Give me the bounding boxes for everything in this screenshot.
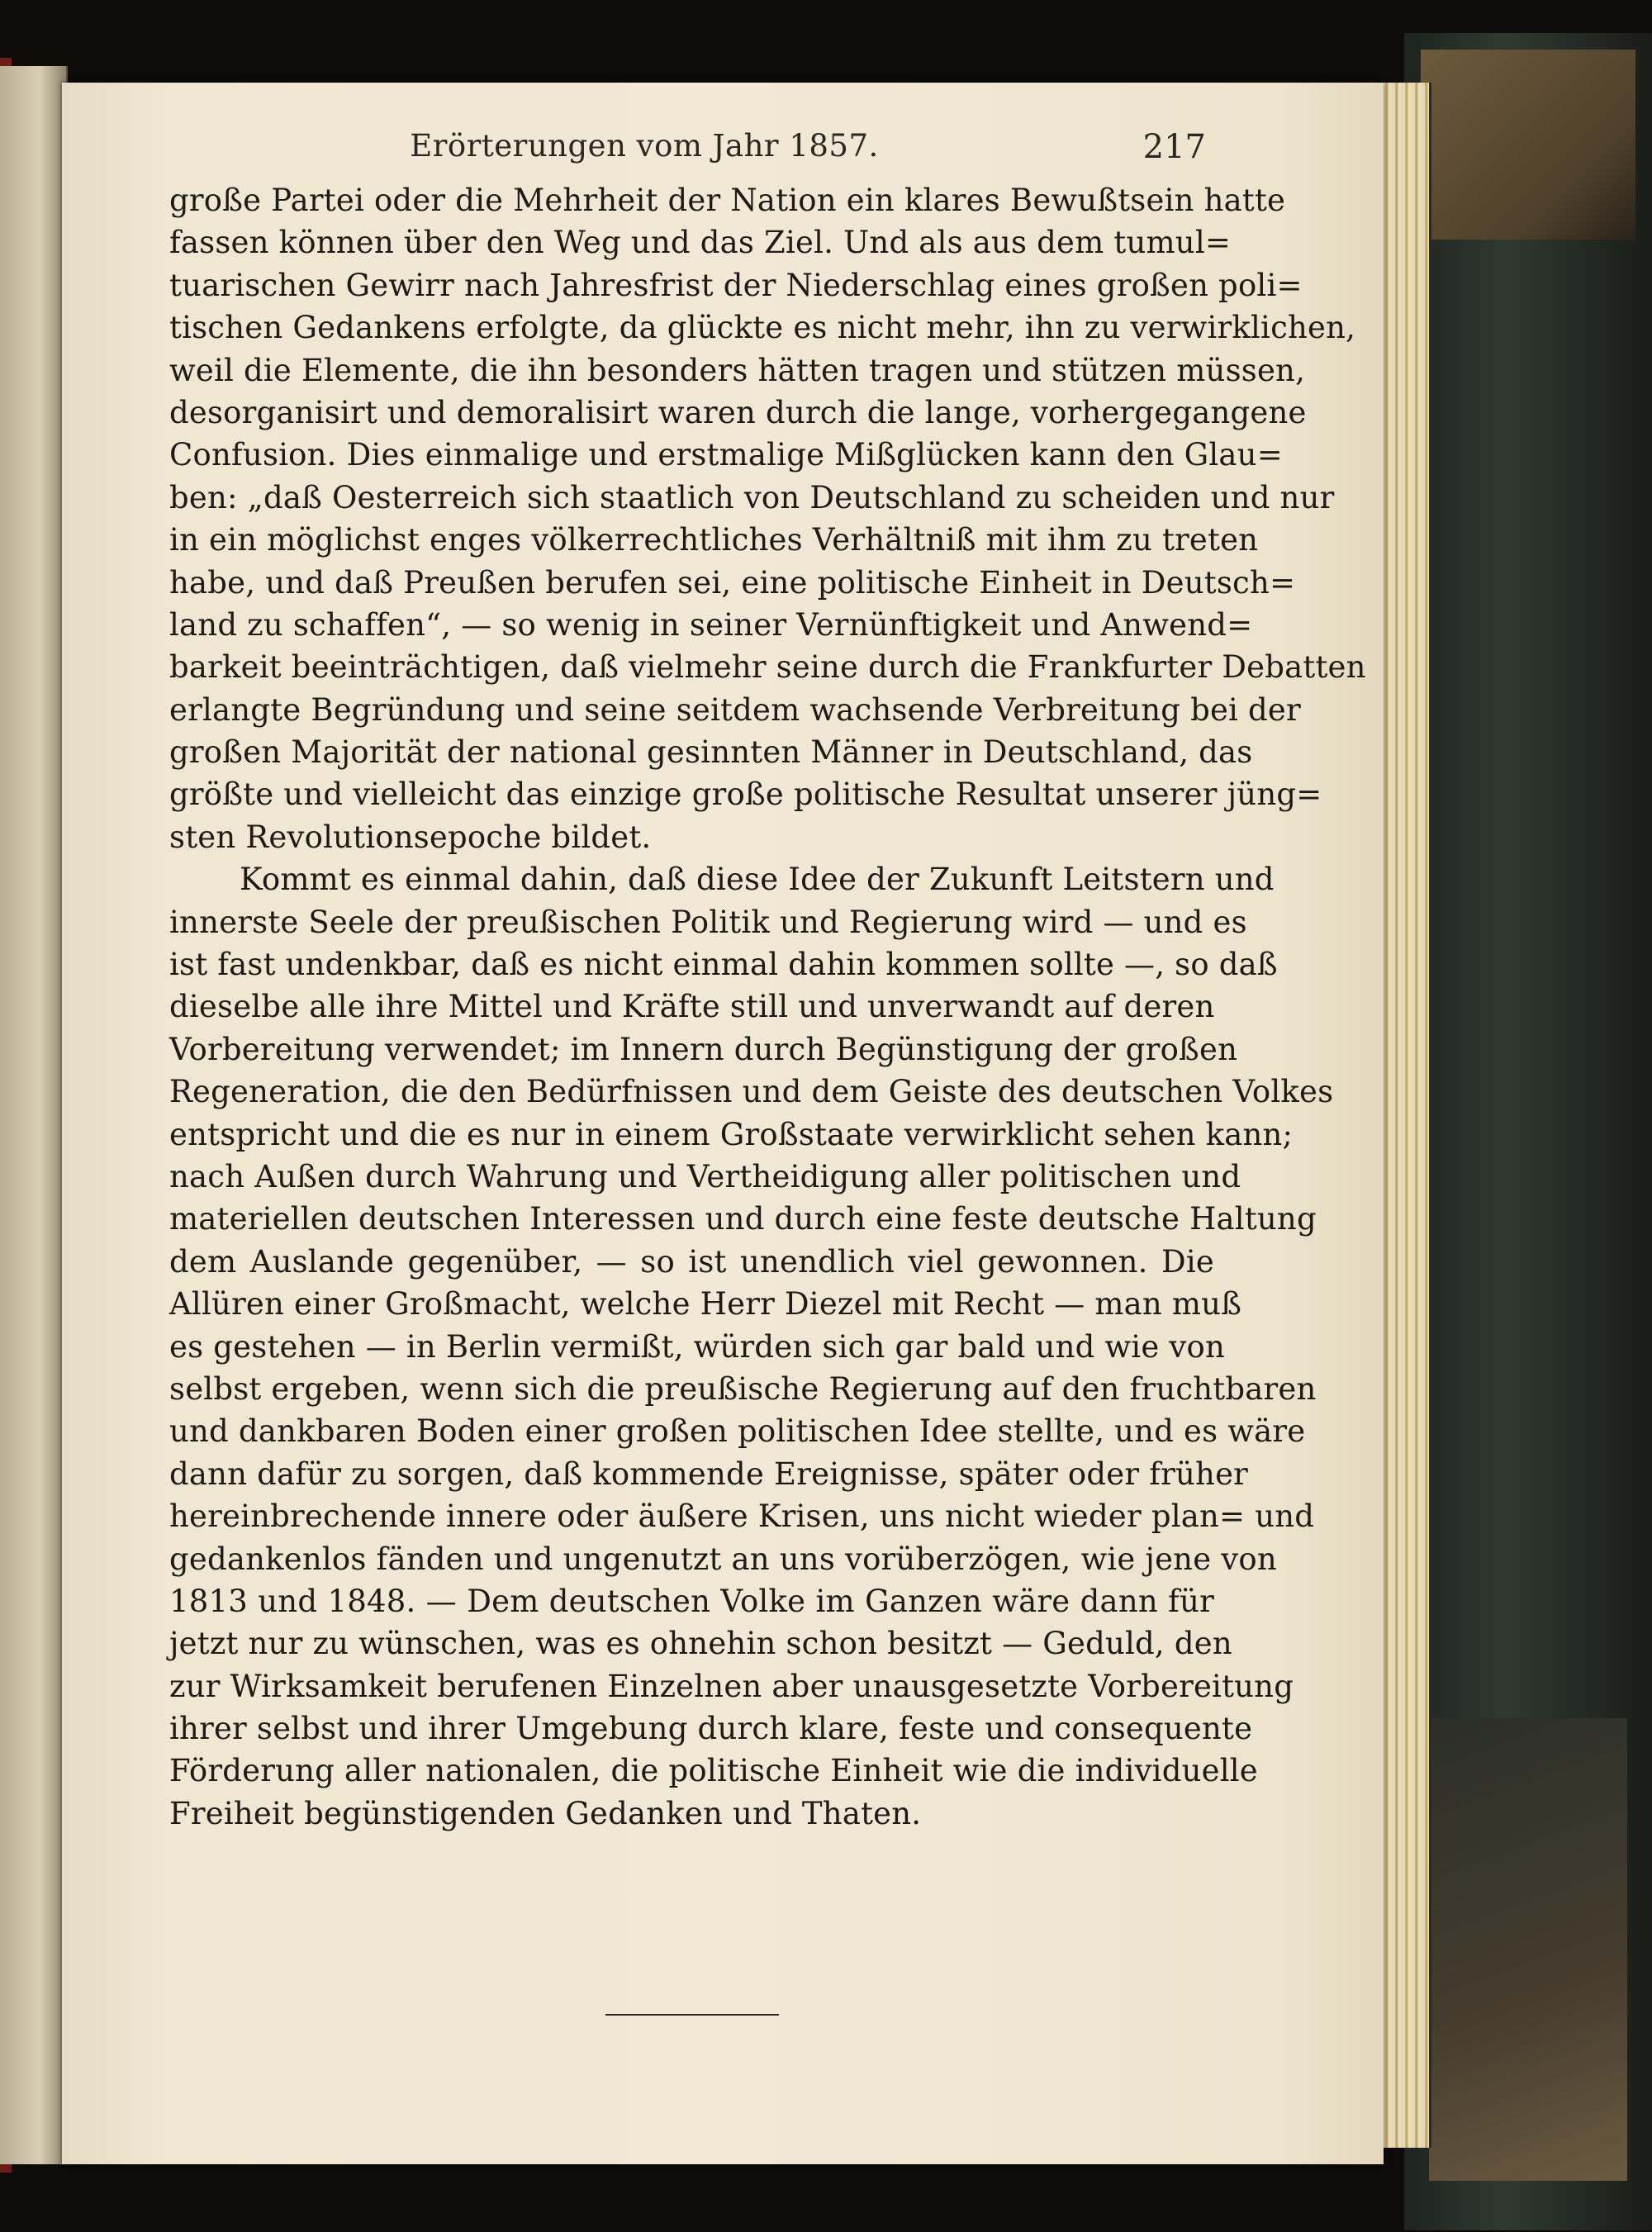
binding-leather-lower	[1429, 1718, 1627, 2181]
text-line: Confusion. Dies einmalige und erstmalige Mißglücken kann den Glau=	[169, 437, 1283, 473]
text-line: Allüren einer Großmacht, welche Herr Diezel mit Recht — man muß	[169, 1286, 1242, 1323]
text-line: es gestehen — in Berlin vermißt, würden sich gar bald und wie von	[169, 1328, 1226, 1365]
page-number: 217	[1142, 128, 1206, 166]
text-line: 1813 und 1848. — Dem deutschen Volke im Ganzen wäre dann für	[169, 1583, 1214, 1619]
text-line: sten Revolutionsepoche bildet.	[169, 819, 652, 855]
text-line: barkeit beeinträchtigen, daß vielmehr seine durch die Frankfurter Debatten	[169, 649, 1366, 686]
text-line: gedankenlos fänden und ungenutzt an uns vorüberzögen, wie jene von	[169, 1541, 1277, 1577]
text-line: Förderung aller nationalen, die politische Einheit wie die individuelle	[169, 1753, 1258, 1789]
text-line: desorganisirt und demoralisirt waren durch die lange, vorhergegangene	[169, 394, 1307, 430]
text-line: fassen können über den Weg und das Ziel. Und als aus dem tumul=	[169, 225, 1232, 261]
binding-leather-corner	[1421, 50, 1635, 240]
text-line: dann dafür zu sorgen, daß kommende Ereignisse, später oder früher	[169, 1456, 1249, 1492]
text-line: habe, und daß Preußen berufen sei, eine politische Einheit in Deutsch=	[169, 564, 1296, 601]
text-line: dieselbe alle ihre Mittel und Kräfte still und unverwandt auf deren	[169, 989, 1215, 1025]
text-line: Kommt es einmal dahin, daß diese Idee der Zukunft Leitstern und	[240, 862, 1275, 898]
body-text	[169, 179, 1366, 1835]
text-line: entspricht und die es nur in einem Großstaate verwirklicht sehen kann;	[169, 1116, 1294, 1152]
text-line: erlangte Begründung und seine seitdem wachsende Verbreitung bei der	[169, 691, 1301, 728]
page-header	[83, 128, 1206, 178]
text-line: hereinbrechende innere oder äußere Krisen, uns nicht wieder plan= und	[169, 1498, 1315, 1535]
text-line: dem Auslande gegenüber, — so ist unendlich viel gewonnen. Die	[169, 1243, 1214, 1280]
text-line: Freiheit begünstigenden Gedanken und Thaten.	[169, 1795, 922, 1831]
text-line: ist fast undenkbar, daß es nicht einmal dahin kommen sollte —, so daß	[169, 947, 1278, 983]
paragraph	[169, 179, 1366, 858]
text-line: großen Majorität der national gesinnten Männer in Deutschland, das	[169, 734, 1253, 771]
text-line: größte und vielleicht das einzige große politische Resultat unserer jüng=	[169, 776, 1322, 813]
end-rule	[605, 2014, 779, 2016]
text-line: materiellen deutschen Interessen und durch eine feste deutsche Haltung	[169, 1201, 1317, 1237]
text-line: jetzt nur zu wünschen, was es ohnehin schon besitzt — Geduld, den	[169, 1626, 1232, 1662]
text-line: land zu schaffen“, — so wenig in seiner Vernünftigkeit und Anwend=	[169, 606, 1253, 643]
text-line: Vorbereitung verwendet; im Innern durch Begünstigung der großen	[169, 1031, 1238, 1067]
text-line: große Partei oder die Mehrheit der Nation ein klares Bewußtsein hatte	[169, 183, 1286, 218]
text-line: und dankbaren Boden einer großen politischen Idee stellte, und es wäre	[169, 1413, 1306, 1450]
left-page-edge	[0, 66, 68, 2164]
text-line: nach Außen durch Wahrung und Vertheidigung aller politischen und	[169, 1158, 1241, 1194]
text-line: zur Wirksamkeit berufenen Einzelnen aber unausgesetzte Vorbereitung	[169, 1668, 1294, 1704]
text-line: tischen Gedankens erfolgte, da glückte es nicht mehr, ihn zu verwirklichen,	[169, 310, 1356, 346]
text-line: tuarischen Gewirr nach Jahresfrist der Niederschlag eines großen poli=	[169, 267, 1303, 303]
text-line: ihrer selbst und ihrer Umgebung durch klare, feste und consequente	[169, 1711, 1253, 1747]
text-line: weil die Elemente, die ihn besonders hätten tragen und stützen müssen,	[169, 352, 1306, 388]
text-line: Regeneration, die den Bedürfnissen und dem Geiste des deutschen Volkes	[169, 1074, 1334, 1110]
running-title: Erörterungen vom Jahr 1857.	[410, 128, 879, 164]
text-line: in ein möglichst enges völkerrechtliches Verhältniß mit ihm zu treten	[169, 522, 1259, 558]
text-line: innerste Seele der preußischen Politik und Regierung wird — und es	[169, 904, 1247, 940]
paragraph	[169, 858, 1334, 1835]
text-line: ben: „daß Oesterreich sich staatlich von Deutschland zu scheiden und nur	[169, 479, 1335, 515]
text-line: selbst ergeben, wenn sich die preußische Regierung auf den fruchtbaren	[169, 1370, 1317, 1407]
